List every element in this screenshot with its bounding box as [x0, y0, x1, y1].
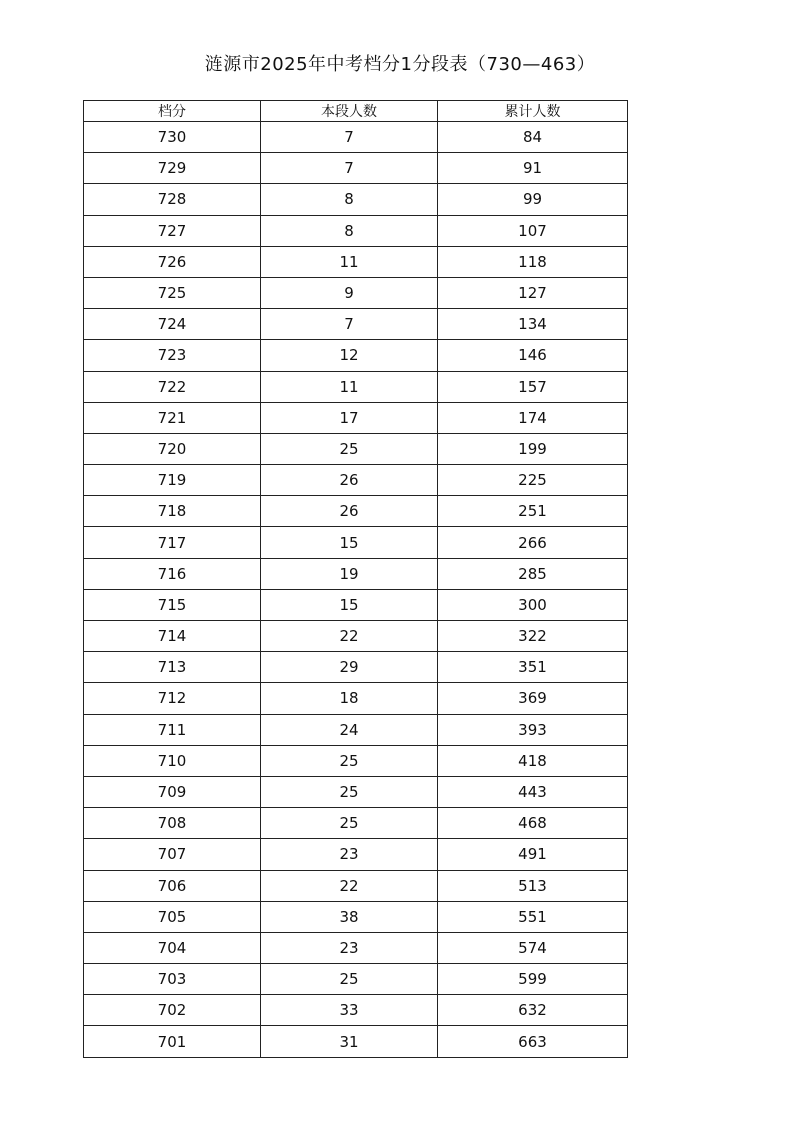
cell-cumulative-count: 663 [438, 1026, 628, 1057]
table-row [84, 371, 628, 402]
cell-segment-count: 25 [261, 808, 438, 839]
cell-score: 716 [84, 558, 261, 589]
cell-score: 714 [84, 621, 261, 652]
cell-score: 721 [84, 402, 261, 433]
cell-score: 701 [84, 1026, 261, 1057]
cell-score: 708 [84, 808, 261, 839]
table-row [84, 995, 628, 1026]
table-row [84, 184, 628, 215]
cell-cumulative-count: 146 [438, 340, 628, 371]
cell-segment-count: 25 [261, 776, 438, 807]
cell-score: 705 [84, 901, 261, 932]
cell-cumulative-count: 127 [438, 277, 628, 308]
cell-cumulative-count: 107 [438, 215, 628, 246]
cell-cumulative-count: 468 [438, 808, 628, 839]
cell-score: 729 [84, 153, 261, 184]
table-body [84, 122, 628, 1058]
cell-segment-count: 15 [261, 589, 438, 620]
cell-score: 703 [84, 964, 261, 995]
table-row [84, 870, 628, 901]
table-row [84, 433, 628, 464]
cell-segment-count: 7 [261, 309, 438, 340]
cell-cumulative-count: 551 [438, 901, 628, 932]
cell-cumulative-count: 491 [438, 839, 628, 870]
cell-segment-count: 25 [261, 433, 438, 464]
table-row [84, 309, 628, 340]
cell-segment-count: 25 [261, 745, 438, 776]
cell-segment-count: 22 [261, 621, 438, 652]
cell-cumulative-count: 199 [438, 433, 628, 464]
cell-cumulative-count: 91 [438, 153, 628, 184]
table-row [84, 496, 628, 527]
cell-cumulative-count: 84 [438, 122, 628, 153]
table-row [84, 652, 628, 683]
table-row [84, 246, 628, 277]
cell-segment-count: 23 [261, 839, 438, 870]
cell-segment-count: 18 [261, 683, 438, 714]
cell-score: 709 [84, 776, 261, 807]
cell-score: 706 [84, 870, 261, 901]
table-row [84, 901, 628, 932]
table-row [84, 215, 628, 246]
cell-segment-count: 31 [261, 1026, 438, 1057]
table-row [84, 1026, 628, 1057]
cell-score: 715 [84, 589, 261, 620]
header-cumulative-count: 累计人数 [438, 101, 628, 122]
cell-score: 717 [84, 527, 261, 558]
cell-score: 728 [84, 184, 261, 215]
table-row [84, 465, 628, 496]
cell-segment-count: 38 [261, 901, 438, 932]
cell-score: 713 [84, 652, 261, 683]
table-row [84, 932, 628, 963]
cell-cumulative-count: 513 [438, 870, 628, 901]
cell-cumulative-count: 574 [438, 932, 628, 963]
cell-segment-count: 29 [261, 652, 438, 683]
table-row [84, 122, 628, 153]
table-row [84, 621, 628, 652]
cell-score: 724 [84, 309, 261, 340]
page-title: 涟源市2025年中考档分1分段表（730—463） [204, 54, 596, 75]
cell-segment-count: 15 [261, 527, 438, 558]
cell-score: 712 [84, 683, 261, 714]
cell-cumulative-count: 369 [438, 683, 628, 714]
cell-score: 711 [84, 714, 261, 745]
cell-cumulative-count: 322 [438, 621, 628, 652]
cell-segment-count: 33 [261, 995, 438, 1026]
table-row [84, 776, 628, 807]
table-header-row [84, 101, 628, 122]
table-row [84, 683, 628, 714]
table-row [84, 277, 628, 308]
table-row [84, 527, 628, 558]
cell-cumulative-count: 266 [438, 527, 628, 558]
cell-segment-count: 11 [261, 246, 438, 277]
cell-segment-count: 26 [261, 465, 438, 496]
cell-score: 725 [84, 277, 261, 308]
cell-cumulative-count: 599 [438, 964, 628, 995]
table-row [84, 153, 628, 184]
cell-cumulative-count: 99 [438, 184, 628, 215]
cell-cumulative-count: 418 [438, 745, 628, 776]
cell-cumulative-count: 118 [438, 246, 628, 277]
cell-segment-count: 26 [261, 496, 438, 527]
cell-cumulative-count: 134 [438, 309, 628, 340]
cell-segment-count: 12 [261, 340, 438, 371]
cell-cumulative-count: 174 [438, 402, 628, 433]
table-row [84, 558, 628, 589]
cell-segment-count: 19 [261, 558, 438, 589]
cell-score: 719 [84, 465, 261, 496]
header-score: 档分 [84, 101, 261, 122]
table-row [84, 714, 628, 745]
cell-cumulative-count: 351 [438, 652, 628, 683]
cell-score: 730 [84, 122, 261, 153]
table-row [84, 745, 628, 776]
cell-cumulative-count: 393 [438, 714, 628, 745]
cell-segment-count: 17 [261, 402, 438, 433]
score-table [83, 100, 628, 1058]
table-row [84, 340, 628, 371]
cell-segment-count: 23 [261, 932, 438, 963]
cell-segment-count: 8 [261, 184, 438, 215]
cell-cumulative-count: 300 [438, 589, 628, 620]
cell-segment-count: 22 [261, 870, 438, 901]
cell-segment-count: 9 [261, 277, 438, 308]
cell-cumulative-count: 251 [438, 496, 628, 527]
header-segment-count: 本段人数 [261, 101, 438, 122]
cell-score: 720 [84, 433, 261, 464]
cell-segment-count: 11 [261, 371, 438, 402]
cell-score: 704 [84, 932, 261, 963]
table-row [84, 402, 628, 433]
cell-score: 718 [84, 496, 261, 527]
table-row [84, 964, 628, 995]
cell-segment-count: 8 [261, 215, 438, 246]
cell-cumulative-count: 285 [438, 558, 628, 589]
table-row [84, 808, 628, 839]
cell-score: 722 [84, 371, 261, 402]
cell-score: 726 [84, 246, 261, 277]
cell-segment-count: 7 [261, 153, 438, 184]
cell-segment-count: 24 [261, 714, 438, 745]
cell-score: 702 [84, 995, 261, 1026]
cell-score: 723 [84, 340, 261, 371]
table-row [84, 589, 628, 620]
cell-score: 727 [84, 215, 261, 246]
cell-cumulative-count: 157 [438, 371, 628, 402]
cell-cumulative-count: 225 [438, 465, 628, 496]
cell-score: 710 [84, 745, 261, 776]
cell-segment-count: 25 [261, 964, 438, 995]
table-row [84, 839, 628, 870]
cell-score: 707 [84, 839, 261, 870]
cell-cumulative-count: 443 [438, 776, 628, 807]
cell-segment-count: 7 [261, 122, 438, 153]
cell-cumulative-count: 632 [438, 995, 628, 1026]
